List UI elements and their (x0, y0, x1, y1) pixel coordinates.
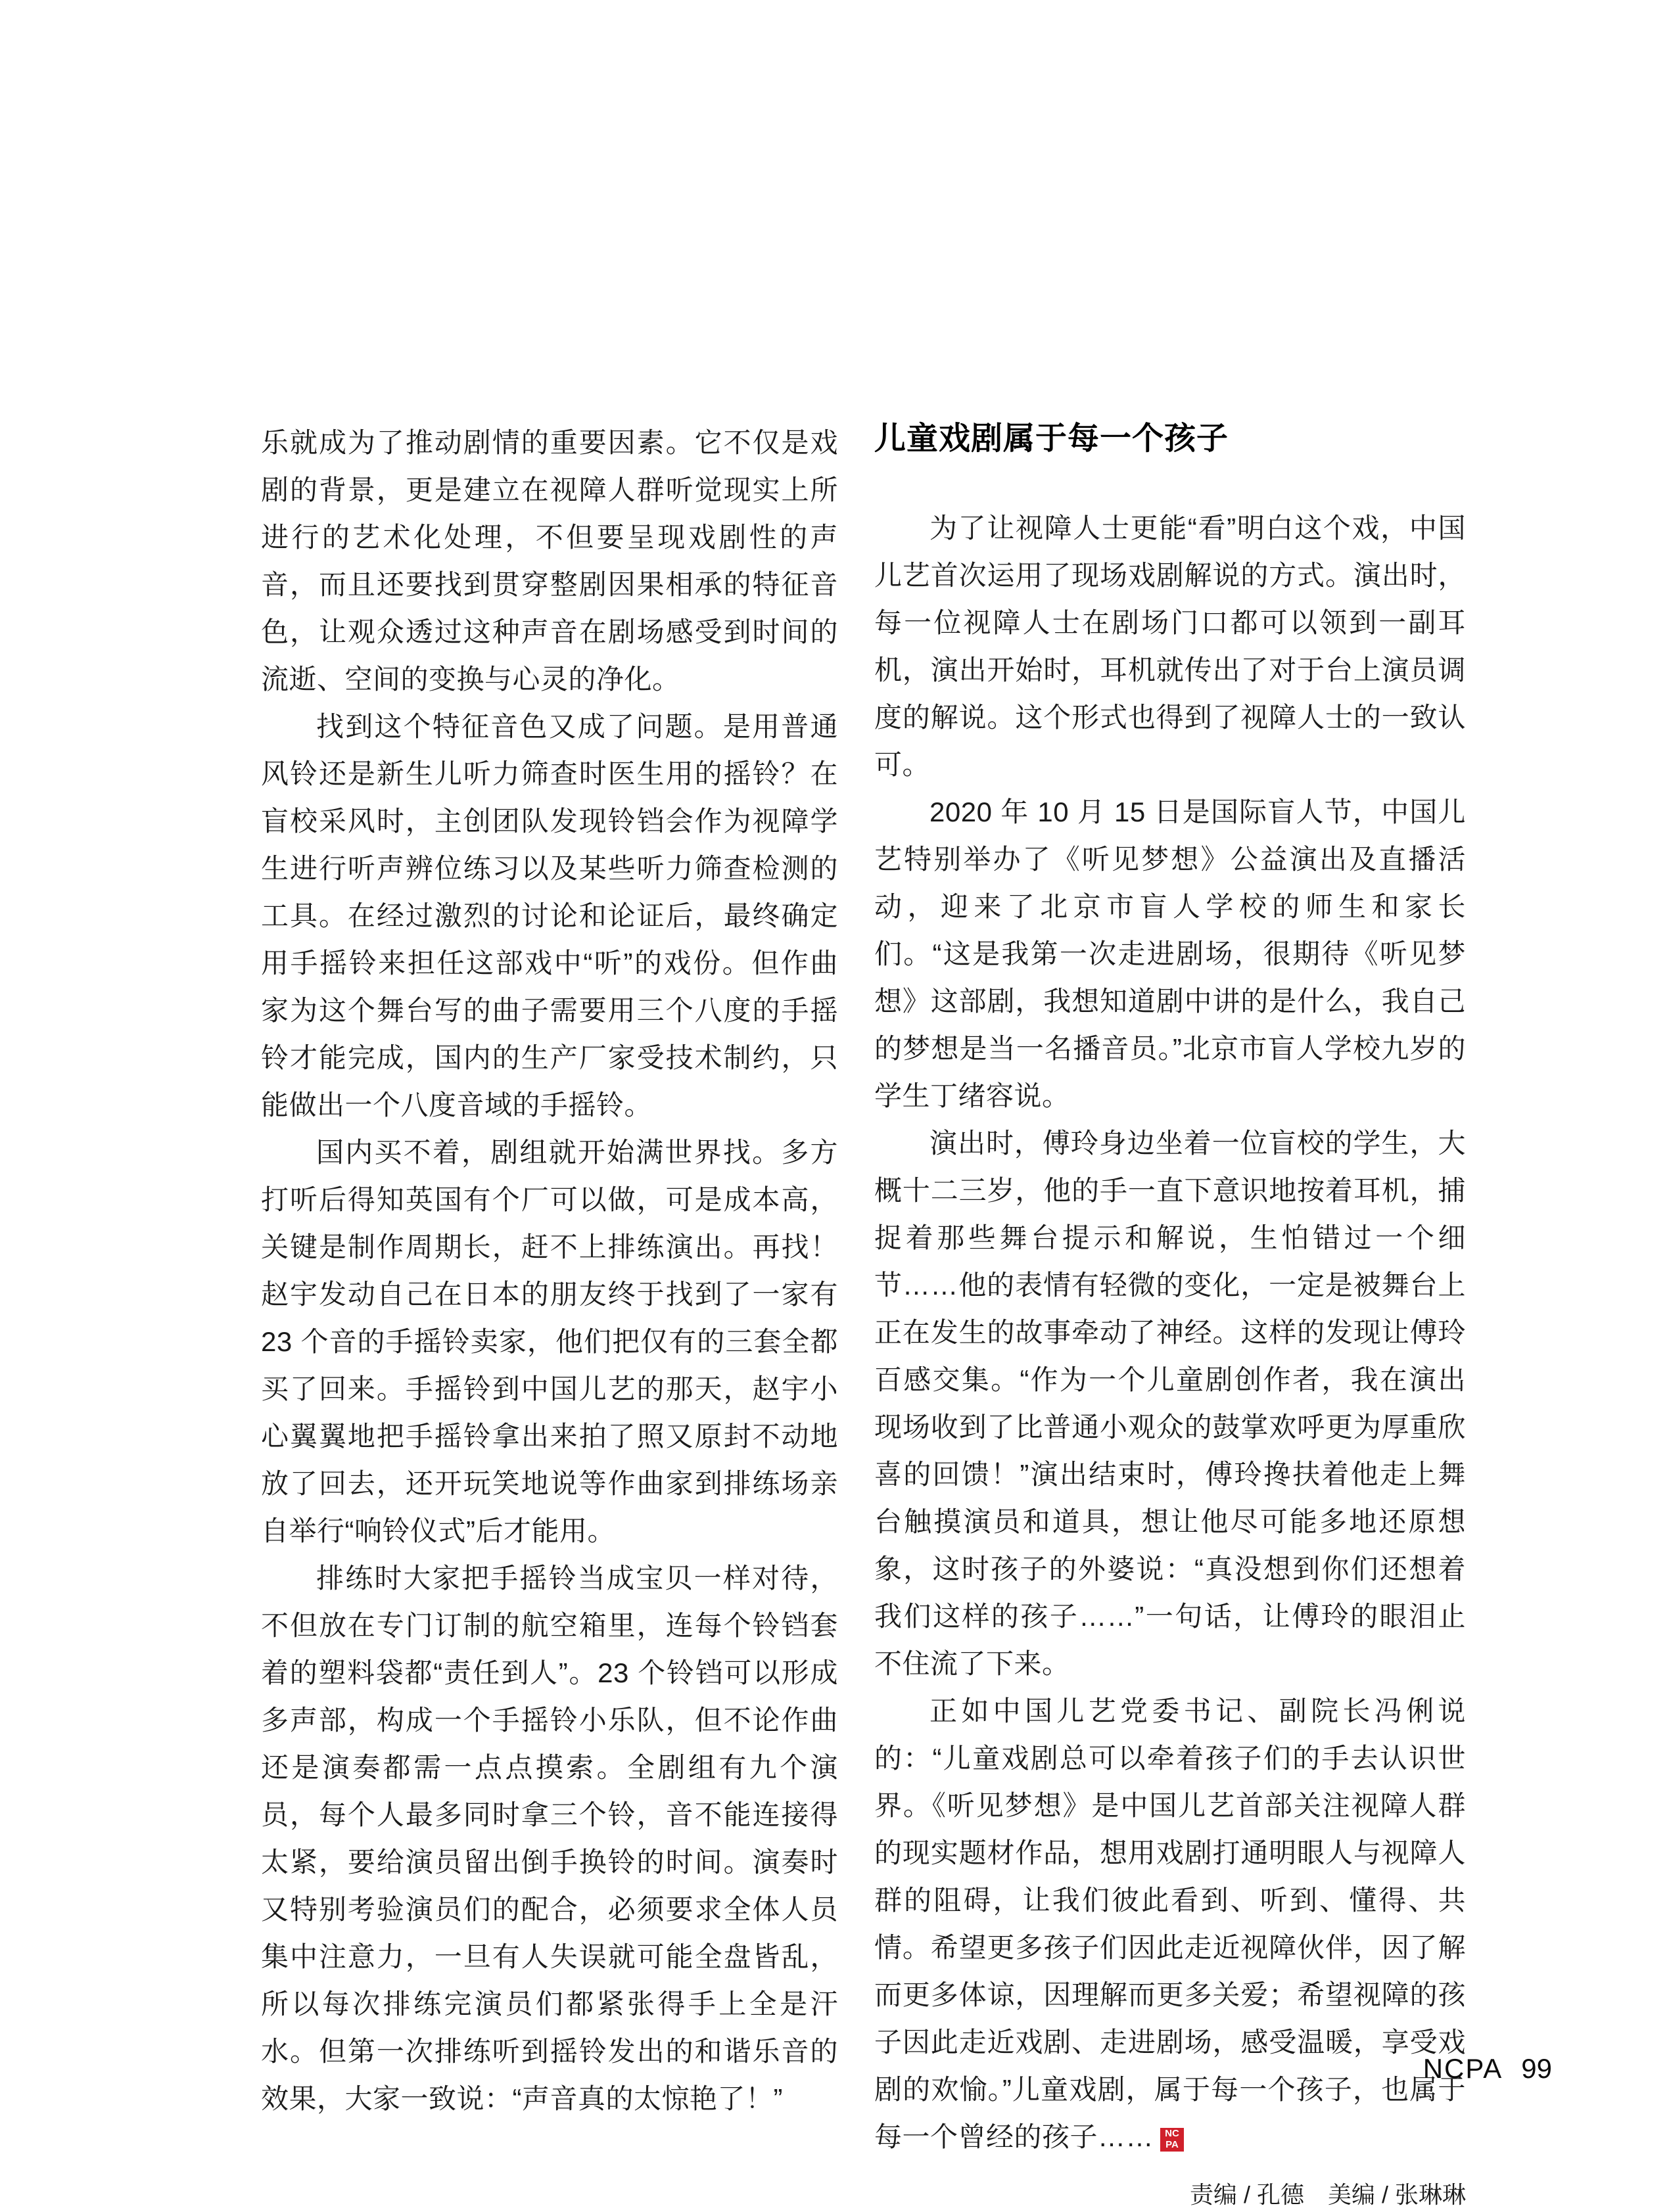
body-paragraph: 2020 年 10 月 15 日是国际盲人节，中国儿艺特别举办了《听见梦想》公益演出及直播活动，迎来了北京市盲人学校的师生和家长们。“这是我第一次走进剧场，很期待《听见梦想》这部剧，我想知道剧中讲的是什么，我自己的梦想是当一名播音员。”北京市盲人学校九岁的学生丁绪容说。 (874, 796, 1466, 1111)
body-paragraph: 乐就成为了推动剧情的重要因素。它不仅是戏剧的背景，更是建立在视障人群听觉现实上所进行的艺术化处理，不但要呈现戏剧性的声音，而且还要找到贯穿整剧因果相承的特征音色，让观众透过这种声音在剧场感受到时间的流逝、空间的变换与心灵的净化。 (261, 427, 838, 695)
closing-paragraph-text: 正如中国儿艺党委书记、副院长冯俐说的：“儿童戏剧总可以牵着孩子们的手去认识世界。《听见梦想》是中国儿艺首部关注视障人群的现实题材作品，想用戏剧打通明眼人与视障人群的阻碍，让我们彼此看到、听到、懂得、共情。希望更多孩子们因此走近视障伙伴，因了解而更多体谅，因理解而更多关爱；希望视障的孩子因此走近戏剧、走进剧场，感受温暖，享受戏剧的欢愉。”儿童戏剧，属于每一个孩子，也属于每一个曾经的孩子…… (874, 1695, 1466, 2152)
ncpa-end-mark-line1: NC (1165, 2128, 1179, 2139)
body-paragraph: 找到这个特征音色又成了问题。是用普通风铃还是新生儿听力筛查时医生用的摇铃？在盲校采风时，主创团队发现铃铛会作为视障学生进行听声辨位练习以及某些听力筛查检测的工具。在经过激烈的讨论和论证后，最终确定用手摇铃来担任这部戏中“听”的戏份。但作曲家为这个舞台写的曲子需要用三个八度的手摇铃才能完成，国内的生产厂家受技术制约，只能做出一个八度音域的手摇铃。 (261, 711, 838, 1120)
section-heading: 儿童戏剧属于每一个孩子 (874, 421, 1229, 456)
body-paragraph: 为了让视障人士更能“看”明白这个戏，中国儿艺首次运用了现场戏剧解说的方式。演出时，每一位视障人士在剧场门口都可以领到一副耳机，演出开始时，耳机就传出了对于台上演员调度的解说。这个形式也得到了视障人士的一致认可。 (874, 513, 1466, 780)
body-paragraph: 演出时，傅玲身边坐着一位盲校的学生，大概十二三岁，他的手一直下意识地按着耳机，捕捉着那些舞台提示和解说，生怕错过一个细节……他的表情有轻微的变化，一定是被舞台上正在发生的故事牵动了神经。这样的发现让傅玲百感交集。“作为一个儿童剧创作者，我在演出现场收到了比普通小观众的鼓掌欢呼更为厚重欣喜的回馈！”演出结束时，傅玲搀扶着他走上舞台触摸演员和道具，想让他尽可能多地还原想象，这时孩子的外婆说：“真没想到你们还想着我们这样的孩子……”一句话，让傅玲的眼泪止不住流了下来。 (874, 1128, 1466, 1679)
page-footer (1423, 2053, 1552, 2085)
closing-paragraph (874, 1688, 1466, 2161)
right-column (874, 419, 1466, 2212)
page-number: 99 (1521, 2053, 1552, 2084)
body-paragraph: 排练时大家把手摇铃当成宝贝一样对待，不但放在专门订制的航空箱里，连每个铃铛套着的塑料袋都“责任到人”。23 个铃铛可以形成多声部，构成一个手摇铃小乐队，但不论作曲还是演奏都需一点点摸索。全剧组有九个演员，每个人最多同时拿三个铃，音不能连接得太紧，要给演员留出倒手换铃的时间。演奏时又特别考验演员们的配合，必须要求全体人员集中注意力，一旦有人失误就可能全盘皆乱，所以每次排练完演员们都紧张得手上全是汗水。但第一次排练听到摇铃发出的和谐乐音的效果，大家一致说：“声音真的太惊艳了！” (261, 1563, 838, 2114)
magazine-abbreviation: NCPA (1422, 2053, 1503, 2084)
ncpa-end-mark-stamp (1160, 2128, 1184, 2152)
ncpa-end-mark-line2: PA (1165, 2139, 1179, 2150)
body-paragraph: 国内买不着，剧组就开始满世界找。多方打听后得知英国有个厂可以做，可是成本高，关键是制作周期长，赶不上排练演出。再找！赵宇发动自己在日本的朋友终于找到了一家有 23 个音的手摇铃卖家，他们把仅有的三套全都买了回来。手摇铃到中国儿艺的那天，赵宇小心翼翼地把手摇铃拿出来拍了照又原封不动地放了回去，还开玩笑地说等作曲家到排练场亲自举行“响铃仪式”后才能用。 (261, 1137, 838, 1546)
editor-credit-line: 责编 / 孔德 美编 / 张琳琳 (1189, 2181, 1466, 2208)
left-column (261, 419, 838, 2123)
